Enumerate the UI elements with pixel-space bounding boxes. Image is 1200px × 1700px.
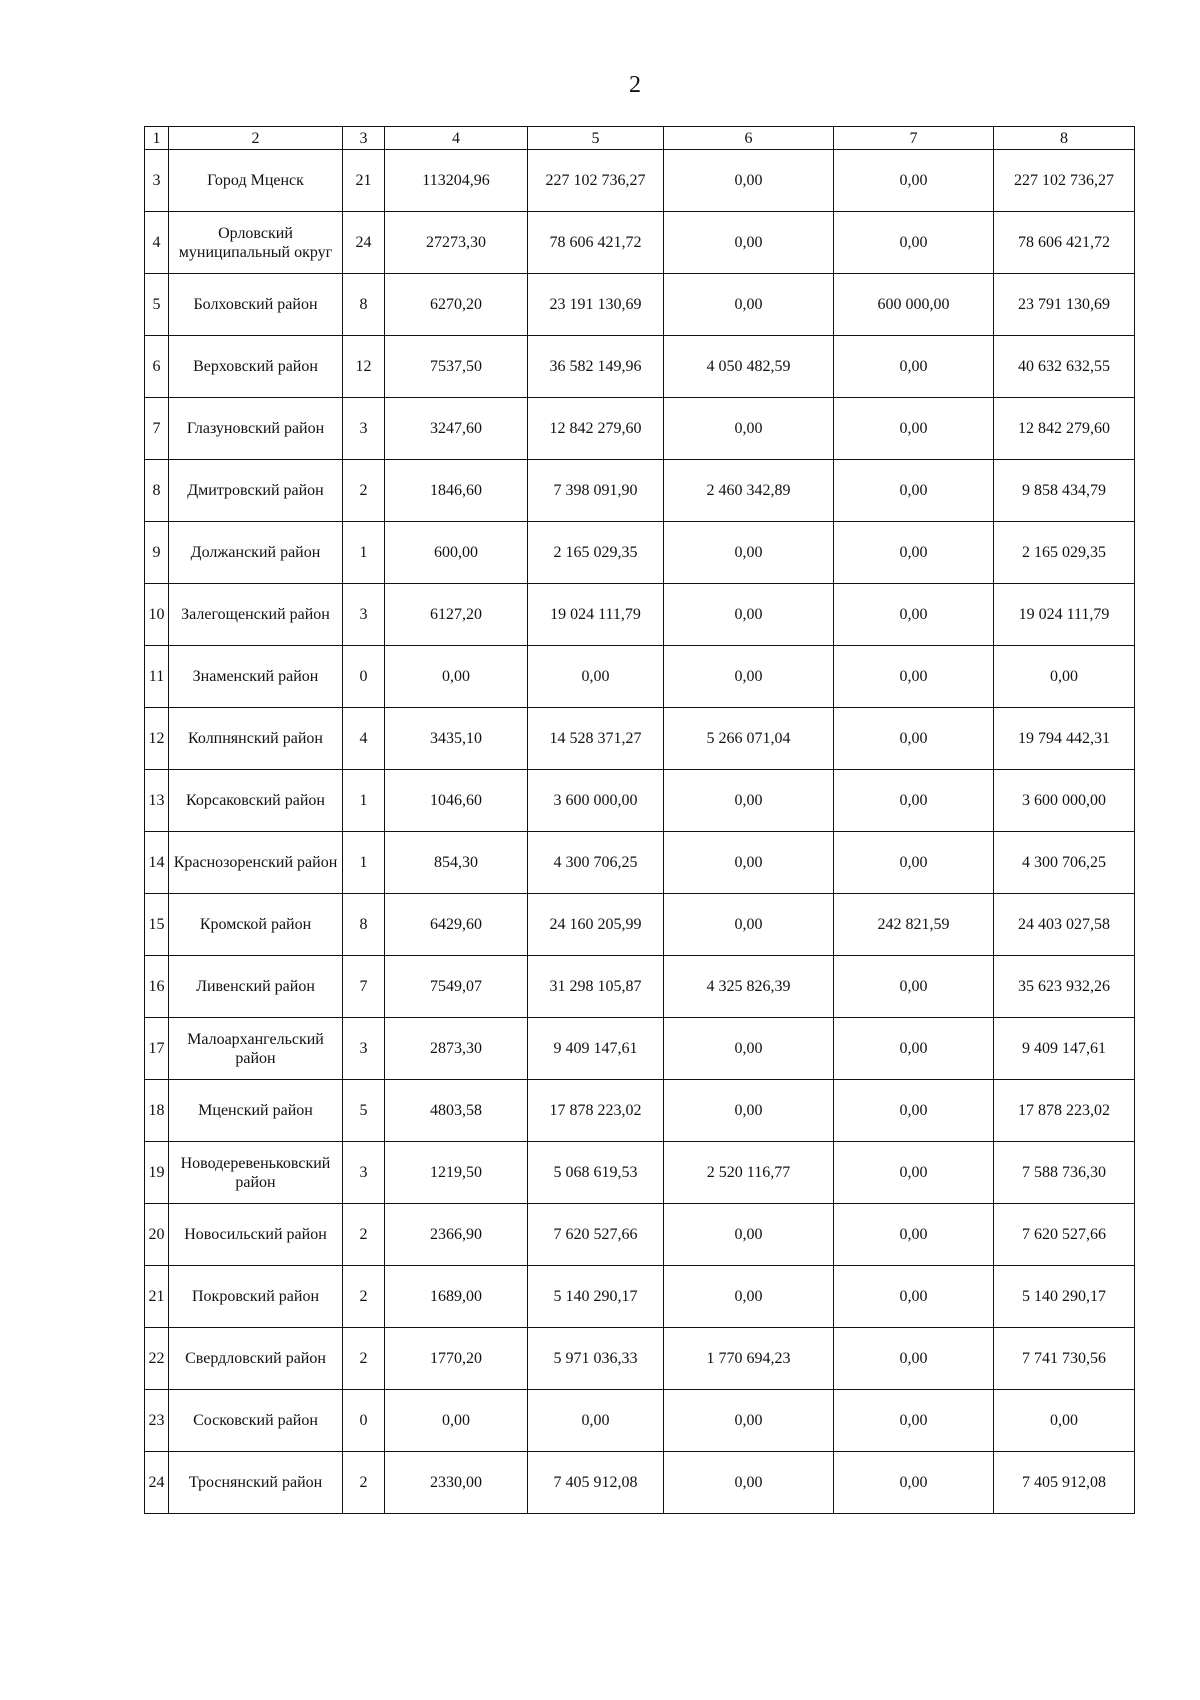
total-amount-cell: 9 409 147,61 [994, 1018, 1135, 1080]
table-row [145, 1390, 1135, 1452]
count-cell: 2 [343, 1328, 385, 1390]
district-name-cell: Орловский муниципальный округ [169, 212, 343, 274]
amount-col5-cell: 0,00 [528, 1390, 664, 1452]
amount-col6-cell: 0,00 [664, 1452, 834, 1514]
total-amount-cell: 2 165 029,35 [994, 522, 1135, 584]
district-name-cell: Колпнянский район [169, 708, 343, 770]
total-amount-cell: 7 588 736,30 [994, 1142, 1135, 1204]
amount-col6-cell: 0,00 [664, 1390, 834, 1452]
total-amount-cell: 0,00 [994, 1390, 1135, 1452]
amount-col5-cell: 78 606 421,72 [528, 212, 664, 274]
table-row [145, 832, 1135, 894]
count-cell: 2 [343, 1452, 385, 1514]
row-number-cell: 14 [145, 832, 169, 894]
total-amount-cell: 0,00 [994, 646, 1135, 708]
amount-col7-cell: 0,00 [834, 398, 994, 460]
total-amount-cell: 19 024 111,79 [994, 584, 1135, 646]
table-row [145, 1266, 1135, 1328]
row-number-cell: 3 [145, 150, 169, 212]
total-amount-cell: 7 405 912,08 [994, 1452, 1135, 1514]
row-number-cell: 21 [145, 1266, 169, 1328]
area-cell: 6127,20 [385, 584, 528, 646]
amount-col5-cell: 17 878 223,02 [528, 1080, 664, 1142]
table-row [145, 336, 1135, 398]
area-cell: 6270,20 [385, 274, 528, 336]
row-number-cell: 10 [145, 584, 169, 646]
count-cell: 12 [343, 336, 385, 398]
amount-col7-cell: 0,00 [834, 150, 994, 212]
table-row [145, 212, 1135, 274]
table-row [145, 646, 1135, 708]
area-cell: 1219,50 [385, 1142, 528, 1204]
column-header-8: 8 [994, 127, 1135, 150]
table-row [145, 1328, 1135, 1390]
count-cell: 8 [343, 274, 385, 336]
table-row [145, 708, 1135, 770]
total-amount-cell: 19 794 442,31 [994, 708, 1135, 770]
district-name-cell: Краснозоренский район [169, 832, 343, 894]
table-header [145, 127, 1135, 150]
amount-col7-cell: 0,00 [834, 336, 994, 398]
district-name-cell: Троснянский район [169, 1452, 343, 1514]
amount-col6-cell: 0,00 [664, 894, 834, 956]
count-cell: 2 [343, 1266, 385, 1328]
count-cell: 5 [343, 1080, 385, 1142]
amount-col7-cell: 0,00 [834, 956, 994, 1018]
amount-col6-cell: 0,00 [664, 646, 834, 708]
table-row [145, 770, 1135, 832]
count-cell: 24 [343, 212, 385, 274]
amount-col5-cell: 5 068 619,53 [528, 1142, 664, 1204]
amount-col7-cell: 0,00 [834, 832, 994, 894]
area-cell: 2873,30 [385, 1018, 528, 1080]
amount-col5-cell: 31 298 105,87 [528, 956, 664, 1018]
column-header-5: 5 [528, 127, 664, 150]
area-cell: 1770,20 [385, 1328, 528, 1390]
count-cell: 7 [343, 956, 385, 1018]
amount-col5-cell: 7 405 912,08 [528, 1452, 664, 1514]
amount-col6-cell: 1 770 694,23 [664, 1328, 834, 1390]
amount-col7-cell: 0,00 [834, 1018, 994, 1080]
amount-col6-cell: 0,00 [664, 770, 834, 832]
district-name-cell: Глазуновский район [169, 398, 343, 460]
amount-col7-cell: 0,00 [834, 1204, 994, 1266]
amount-col5-cell: 7 620 527,66 [528, 1204, 664, 1266]
count-cell: 4 [343, 708, 385, 770]
header-row [145, 127, 1135, 150]
area-cell: 600,00 [385, 522, 528, 584]
district-name-cell: Кромской район [169, 894, 343, 956]
district-name-cell: Болховский район [169, 274, 343, 336]
amount-col6-cell: 5 266 071,04 [664, 708, 834, 770]
table-row [145, 956, 1135, 1018]
amount-col7-cell: 0,00 [834, 460, 994, 522]
amount-col7-cell: 0,00 [834, 1142, 994, 1204]
amount-col7-cell: 0,00 [834, 584, 994, 646]
row-number-cell: 19 [145, 1142, 169, 1204]
count-cell: 1 [343, 832, 385, 894]
row-number-cell: 22 [145, 1328, 169, 1390]
amount-col5-cell: 3 600 000,00 [528, 770, 664, 832]
table-row [145, 522, 1135, 584]
amount-col7-cell: 0,00 [834, 708, 994, 770]
column-header-3: 3 [343, 127, 385, 150]
table-row [145, 894, 1135, 956]
amount-col7-cell: 0,00 [834, 646, 994, 708]
row-number-cell: 5 [145, 274, 169, 336]
amount-col6-cell: 4 325 826,39 [664, 956, 834, 1018]
row-number-cell: 6 [145, 336, 169, 398]
row-number-cell: 15 [145, 894, 169, 956]
amount-col6-cell: 0,00 [664, 1018, 834, 1080]
area-cell: 6429,60 [385, 894, 528, 956]
table-body [145, 150, 1135, 1514]
amount-col7-cell: 0,00 [834, 770, 994, 832]
amount-col5-cell: 36 582 149,96 [528, 336, 664, 398]
total-amount-cell: 17 878 223,02 [994, 1080, 1135, 1142]
count-cell: 1 [343, 522, 385, 584]
amount-col5-cell: 4 300 706,25 [528, 832, 664, 894]
amount-col6-cell: 0,00 [664, 832, 834, 894]
amount-col6-cell: 0,00 [664, 274, 834, 336]
amount-col6-cell: 0,00 [664, 398, 834, 460]
area-cell: 2330,00 [385, 1452, 528, 1514]
count-cell: 0 [343, 646, 385, 708]
amount-col5-cell: 5 140 290,17 [528, 1266, 664, 1328]
column-header-7: 7 [834, 127, 994, 150]
row-number-cell: 17 [145, 1018, 169, 1080]
amount-col6-cell: 0,00 [664, 1204, 834, 1266]
count-cell: 2 [343, 1204, 385, 1266]
district-name-cell: Сосковский район [169, 1390, 343, 1452]
total-amount-cell: 3 600 000,00 [994, 770, 1135, 832]
count-cell: 8 [343, 894, 385, 956]
area-cell: 4803,58 [385, 1080, 528, 1142]
table-row [145, 1142, 1135, 1204]
total-amount-cell: 7 741 730,56 [994, 1328, 1135, 1390]
district-name-cell: Свердловский район [169, 1328, 343, 1390]
total-amount-cell: 40 632 632,55 [994, 336, 1135, 398]
allocation-table [144, 126, 1135, 1514]
row-number-cell: 4 [145, 212, 169, 274]
district-name-cell: Корсаковский район [169, 770, 343, 832]
area-cell: 1046,60 [385, 770, 528, 832]
amount-col5-cell: 24 160 205,99 [528, 894, 664, 956]
column-header-1: 1 [145, 127, 169, 150]
amount-col7-cell: 0,00 [834, 212, 994, 274]
area-cell: 854,30 [385, 832, 528, 894]
row-number-cell: 23 [145, 1390, 169, 1452]
district-name-cell: Новодеревеньковский район [169, 1142, 343, 1204]
table-row [145, 398, 1135, 460]
row-number-cell: 8 [145, 460, 169, 522]
amount-col7-cell: 0,00 [834, 1452, 994, 1514]
row-number-cell: 7 [145, 398, 169, 460]
amount-col5-cell: 0,00 [528, 646, 664, 708]
total-amount-cell: 23 791 130,69 [994, 274, 1135, 336]
area-cell: 0,00 [385, 646, 528, 708]
row-number-cell: 13 [145, 770, 169, 832]
district-name-cell: Мценский район [169, 1080, 343, 1142]
total-amount-cell: 24 403 027,58 [994, 894, 1135, 956]
amount-col5-cell: 9 409 147,61 [528, 1018, 664, 1080]
row-number-cell: 20 [145, 1204, 169, 1266]
district-name-cell: Ливенский район [169, 956, 343, 1018]
amount-col6-cell: 0,00 [664, 212, 834, 274]
amount-col6-cell: 0,00 [664, 584, 834, 646]
count-cell: 21 [343, 150, 385, 212]
table-row [145, 274, 1135, 336]
row-number-cell: 18 [145, 1080, 169, 1142]
total-amount-cell: 5 140 290,17 [994, 1266, 1135, 1328]
area-cell: 27273,30 [385, 212, 528, 274]
amount-col6-cell: 0,00 [664, 522, 834, 584]
amount-col5-cell: 227 102 736,27 [528, 150, 664, 212]
district-name-cell: Верховский район [169, 336, 343, 398]
district-name-cell: Малоархангельский район [169, 1018, 343, 1080]
amount-col6-cell: 4 050 482,59 [664, 336, 834, 398]
area-cell: 7549,07 [385, 956, 528, 1018]
total-amount-cell: 4 300 706,25 [994, 832, 1135, 894]
district-name-cell: Должанский район [169, 522, 343, 584]
count-cell: 0 [343, 1390, 385, 1452]
table-row [145, 1204, 1135, 1266]
area-cell: 7537,50 [385, 336, 528, 398]
table-row [145, 584, 1135, 646]
total-amount-cell: 9 858 434,79 [994, 460, 1135, 522]
row-number-cell: 9 [145, 522, 169, 584]
column-header-4: 4 [385, 127, 528, 150]
amount-col7-cell: 0,00 [834, 1390, 994, 1452]
amount-col5-cell: 19 024 111,79 [528, 584, 664, 646]
area-cell: 113204,96 [385, 150, 528, 212]
district-name-cell: Город Мценск [169, 150, 343, 212]
area-cell: 2366,90 [385, 1204, 528, 1266]
amount-col7-cell: 242 821,59 [834, 894, 994, 956]
amount-col7-cell: 600 000,00 [834, 274, 994, 336]
amount-col7-cell: 0,00 [834, 1266, 994, 1328]
table-row [145, 150, 1135, 212]
amount-col5-cell: 5 971 036,33 [528, 1328, 664, 1390]
row-number-cell: 12 [145, 708, 169, 770]
amount-col5-cell: 23 191 130,69 [528, 274, 664, 336]
count-cell: 3 [343, 584, 385, 646]
amount-col6-cell: 0,00 [664, 1080, 834, 1142]
count-cell: 2 [343, 460, 385, 522]
count-cell: 1 [343, 770, 385, 832]
amount-col5-cell: 2 165 029,35 [528, 522, 664, 584]
amount-col7-cell: 0,00 [834, 1328, 994, 1390]
amount-col5-cell: 7 398 091,90 [528, 460, 664, 522]
amount-col5-cell: 12 842 279,60 [528, 398, 664, 460]
area-cell: 1846,60 [385, 460, 528, 522]
area-cell: 3435,10 [385, 708, 528, 770]
count-cell: 3 [343, 398, 385, 460]
page-number: 2 [629, 72, 641, 98]
district-name-cell: Покровский район [169, 1266, 343, 1328]
area-cell: 0,00 [385, 1390, 528, 1452]
district-name-cell: Новосильский район [169, 1204, 343, 1266]
total-amount-cell: 12 842 279,60 [994, 398, 1135, 460]
column-header-6: 6 [664, 127, 834, 150]
district-name-cell: Знаменский район [169, 646, 343, 708]
row-number-cell: 11 [145, 646, 169, 708]
area-cell: 3247,60 [385, 398, 528, 460]
amount-col5-cell: 14 528 371,27 [528, 708, 664, 770]
count-cell: 3 [343, 1018, 385, 1080]
count-cell: 3 [343, 1142, 385, 1204]
amount-col6-cell: 2 520 116,77 [664, 1142, 834, 1204]
row-number-cell: 16 [145, 956, 169, 1018]
row-number-cell: 24 [145, 1452, 169, 1514]
total-amount-cell: 7 620 527,66 [994, 1204, 1135, 1266]
total-amount-cell: 35 623 932,26 [994, 956, 1135, 1018]
amount-col6-cell: 2 460 342,89 [664, 460, 834, 522]
area-cell: 1689,00 [385, 1266, 528, 1328]
district-name-cell: Дмитровский район [169, 460, 343, 522]
table-row [145, 460, 1135, 522]
column-header-2: 2 [169, 127, 343, 150]
total-amount-cell: 227 102 736,27 [994, 150, 1135, 212]
table-row [145, 1018, 1135, 1080]
amount-col6-cell: 0,00 [664, 1266, 834, 1328]
amount-col7-cell: 0,00 [834, 522, 994, 584]
table-row [145, 1452, 1135, 1514]
table-row [145, 1080, 1135, 1142]
amount-col6-cell: 0,00 [664, 150, 834, 212]
district-name-cell: Залегощенский район [169, 584, 343, 646]
amount-col7-cell: 0,00 [834, 1080, 994, 1142]
total-amount-cell: 78 606 421,72 [994, 212, 1135, 274]
